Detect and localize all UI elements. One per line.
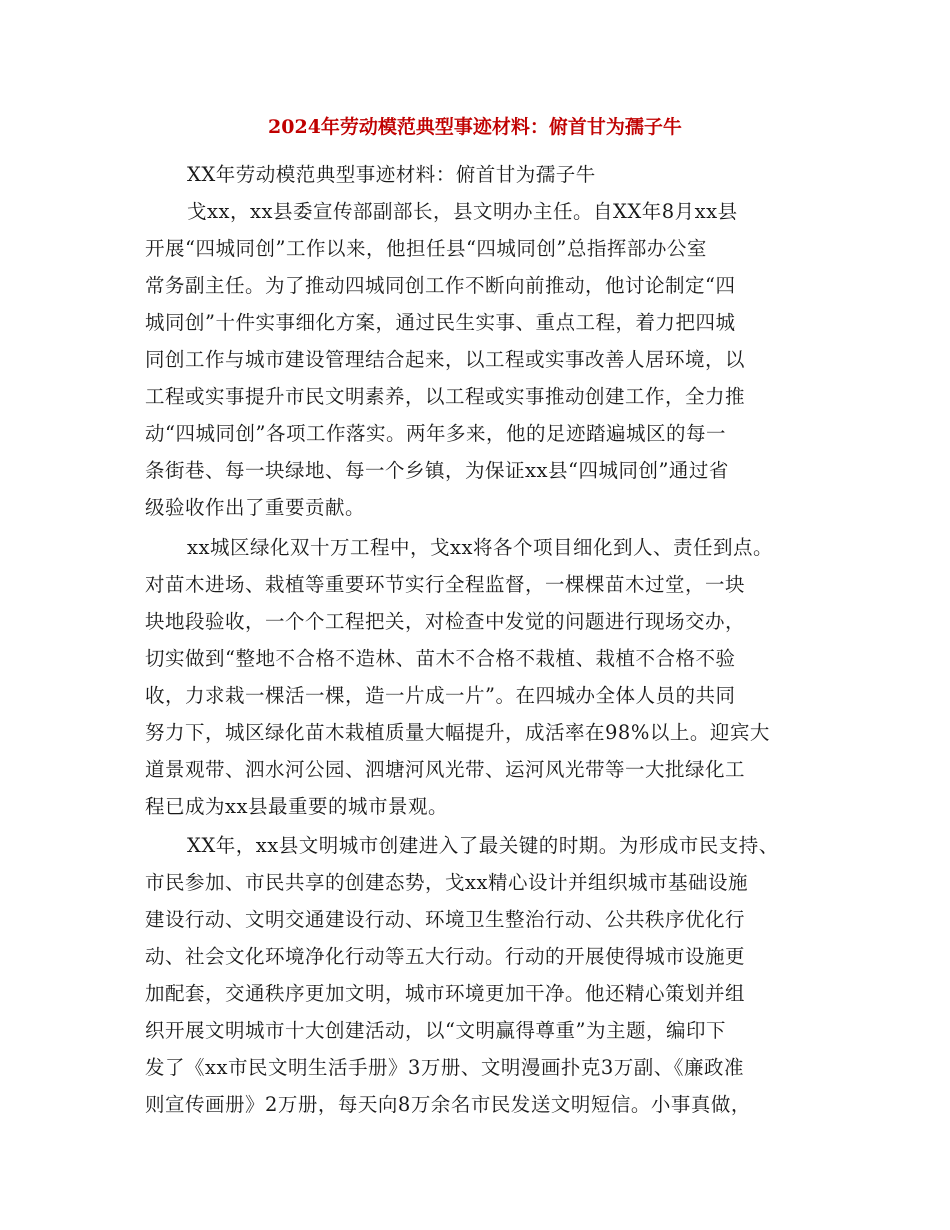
paragraph-line: xx城区绿化双十万工程中，戈xx将各个项目细化到人、责任到点。 xyxy=(187,536,773,559)
subtitle-line: XX年劳动模范典型事迹材料：俯首甘为孺子牛 xyxy=(187,163,596,186)
paragraph-line: 动“四城同创”各项工作落实。两年多来，他的足迹踏遍城区的每一 xyxy=(145,422,726,445)
paragraph-line: XX年，xx县文明城市创建进入了最关键的时期。为形成市民支持、 xyxy=(187,834,779,857)
paragraph-line: 动、社会文化环境净化行动等五大行动。行动的开展使得城市设施更 xyxy=(145,945,746,968)
paragraph-line: 发了《xx市民文明生活手册》3万册、文明漫画扑克3万副、《廉政准 xyxy=(145,1056,745,1079)
paragraph-line: 织开展文明城市十大创建活动，以“文明赢得尊重”为主题，编印下 xyxy=(145,1019,726,1042)
paragraph-line: 级验收作出了重要贡献。 xyxy=(145,496,366,519)
paragraph-line: 切实做到“整地不合格不造林、苗木不合格不栽植、栽植不合格不验 xyxy=(145,647,736,670)
paragraph-line: 努力下，城区绿化苗木栽植质量大幅提升，成活率在98%以上。迎宾大 xyxy=(145,721,770,744)
paragraph-line: 市民参加、市民共享的创建态势，戈xx精心设计并组织城市基础设施 xyxy=(145,871,748,894)
paragraph-line: 道景观带、泗水河公园、泗塘河风光带、运河风光带等一大批绿化工 xyxy=(145,758,746,781)
paragraph-line: 同创工作与城市建设管理结合起来，以工程或实事改善人居环境，以 xyxy=(145,348,746,371)
paragraph-line: 建设行动、文明交通建设行动、环境卫生整治行动、公共秩序优化行 xyxy=(145,908,746,931)
paragraph-line: 工程或实事提升市民文明素养，以工程或实事推动创建工作，全力推 xyxy=(145,385,746,408)
paragraph-line: 开展“四城同创”工作以来，他担任县“四城同创”总指挥部办公室 xyxy=(145,237,707,260)
paragraph-line: 则宣传画册》2万册，每天向8万余名市民发送文明短信。小事真做， xyxy=(145,1093,751,1116)
paragraph-line: 加配套，交通秩序更加文明，城市环境更加干净。他还精心策划并组 xyxy=(145,982,746,1005)
paragraph-line: 程已成为xx县最重要的城市景观。 xyxy=(145,795,448,818)
paragraph-line: 条街巷、每一块绿地、每一个乡镇，为保证xx县“四城同创”通过省 xyxy=(145,459,729,482)
paragraph-line: 块地段验收，一个个工程把关，对检查中发觉的问题进行现场交办， xyxy=(145,610,746,633)
paragraph-line: 戈xx，xx县委宣传部副部长，县文明办主任。自XX年8月xx县 xyxy=(187,200,738,223)
paragraph-line: 常务副主任。为了推动四城同创工作不断向前推动，他讨论制定“四 xyxy=(145,274,736,297)
document-title: 2024年劳动模范典型事迹材料：俯首甘为孺子牛 xyxy=(268,116,682,138)
paragraph-line: 对苗木进场、栽植等重要环节实行全程监督，一棵棵苗木过堂，一块 xyxy=(145,573,746,596)
paragraph-line: 收，力求栽一棵活一棵，造一片成一片”。在四城办全体人员的共同 xyxy=(145,684,736,707)
paragraph-line: 城同创”十件实事细化方案，通过民生实事、重点工程，着力把四城 xyxy=(145,311,736,334)
